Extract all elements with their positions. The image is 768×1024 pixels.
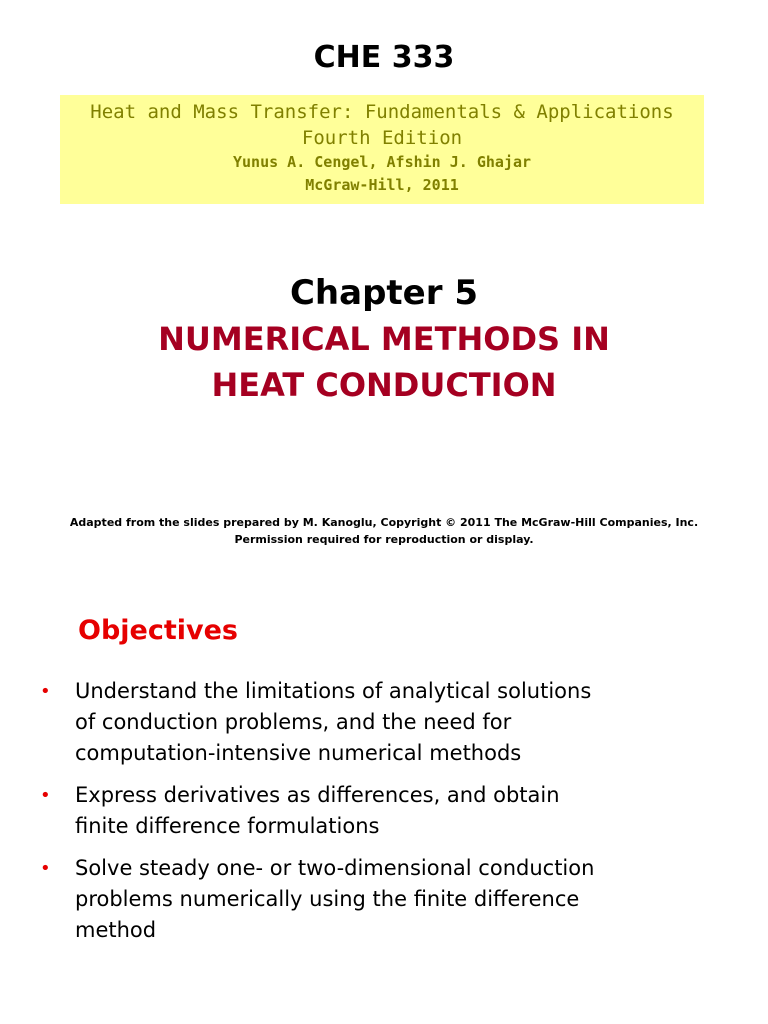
objective-line: computation-intensive numerical methods — [75, 741, 522, 765]
course-code: CHE 333 — [313, 40, 455, 75]
book-title: Heat and Mass Transfer: Fundamentals & Applications — [90, 101, 674, 123]
objective-line: problems numerically using the finite difference — [75, 887, 580, 911]
objectives-list — [40, 676, 730, 957]
chapter-number: Chapter 5 — [289, 273, 478, 313]
chapter-title-line-2: HEAT CONDUCTION — [211, 366, 557, 404]
objective-item — [40, 780, 730, 842]
objective-line: of conduction problems, and the need for — [75, 710, 512, 734]
book-authors: Yunus A. Cengel, Afshin J. Ghajar — [232, 153, 531, 171]
objective-line: Solve steady one- or two-dimensional conduction — [75, 856, 595, 880]
copyright-line-2: Permission required for reproduction or display. — [234, 533, 534, 546]
chapter-title-line-1: NUMERICAL METHODS IN — [158, 320, 610, 358]
objective-item — [40, 676, 730, 769]
chapter-title — [0, 316, 768, 408]
bullet-icon: • — [40, 681, 51, 702]
copyright-line-1: Adapted from the slides prepared by M. Kanoglu, Copyright © 2011 The McGraw-Hill Companies, Inc. — [69, 516, 699, 529]
objective-line: Understand the limitations of analytical solutions — [75, 679, 592, 703]
objective-line: finite difference formulations — [75, 814, 380, 838]
bullet-icon: • — [40, 858, 51, 879]
copyright-notice — [0, 514, 768, 548]
book-edition: Fourth Edition — [301, 127, 463, 149]
objective-line: Express derivatives as differences, and obtain — [75, 783, 560, 807]
book-publisher: McGraw-Hill, 2011 — [305, 176, 459, 194]
objective-line: method — [75, 918, 157, 942]
bullet-icon: • — [40, 785, 51, 806]
book-info-box — [60, 95, 704, 204]
objective-item — [40, 853, 730, 946]
objectives-heading: Objectives — [78, 615, 238, 646]
